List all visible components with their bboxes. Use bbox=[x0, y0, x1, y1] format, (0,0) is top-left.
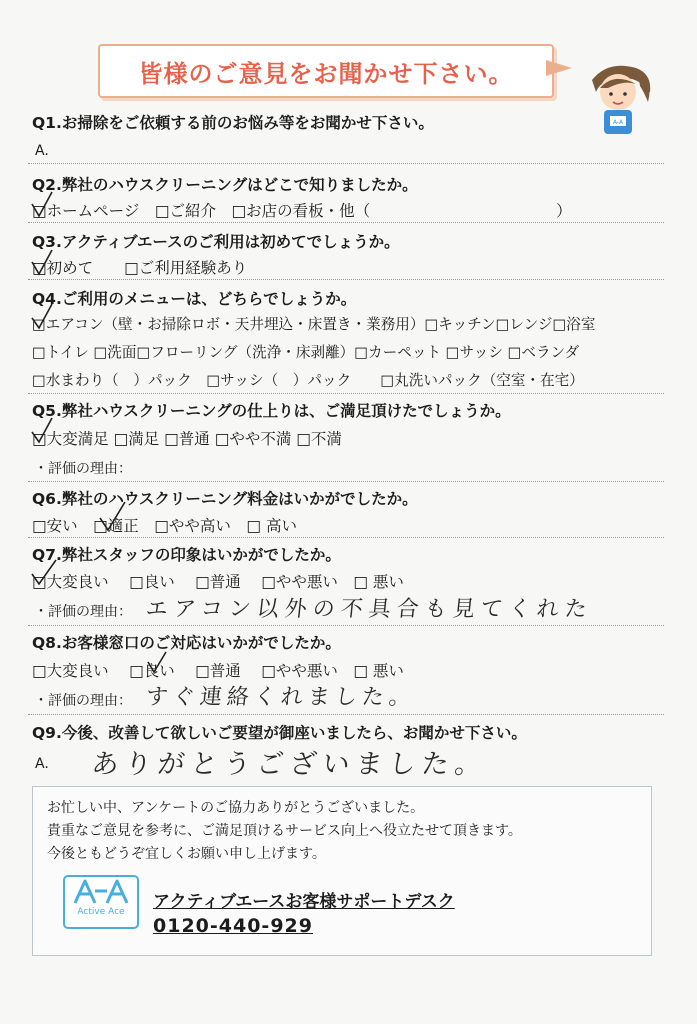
checkmark-icon bbox=[30, 416, 56, 446]
mascot-illustration bbox=[578, 58, 658, 138]
speech-bubble-tail bbox=[546, 60, 572, 76]
checkmark-icon bbox=[30, 190, 56, 220]
logo-mark-icon bbox=[65, 877, 137, 907]
checkmark-icon bbox=[146, 650, 170, 676]
q8-reason-handwritten: すぐ連絡くれました。 bbox=[144, 685, 418, 710]
divider bbox=[28, 537, 664, 538]
page-title: 皆様のご意見をお聞かせ下さい。 bbox=[138, 60, 514, 88]
q4-question: Q4.ご利用のメニューは、どちらでしょうか。 bbox=[32, 290, 357, 308]
support-desk-name[interactable]: アクティブエースお客様サポートデスク bbox=[153, 892, 455, 912]
divider bbox=[28, 393, 664, 394]
q3-options: □初めて □ご利用経験あり bbox=[32, 259, 248, 277]
q9-question: Q9.今後、改善して欲しいご要望が御座いましたら、お聞かせ下さい。 bbox=[32, 724, 527, 742]
q9-answer-handwritten: ありがとうございました。 bbox=[90, 749, 490, 780]
mascot-badge: A-A bbox=[612, 119, 624, 126]
q4-options-row3: □水まわり（ ）パック □サッシ（ ）パック □丸洗いパック（空室・在宅） bbox=[32, 372, 584, 389]
q7-reason-handwritten: エアコン以外の不具合も見てくれた bbox=[144, 597, 595, 622]
q7-question: Q7.弊社スタッフの印象はいかがでしたか。 bbox=[32, 546, 341, 564]
q7-reason-label: ・評価の理由： bbox=[34, 604, 132, 620]
support-phone[interactable]: 0120-440-929 bbox=[153, 915, 313, 937]
q5-question: Q5.弊社ハウスクリーニングの仕上りは、ご満足頂けたでしょうか。 bbox=[32, 402, 511, 420]
checkmark-icon bbox=[30, 302, 56, 332]
q8-options: □大変良い □良い □普通 □やや悪い □ 悪い bbox=[32, 662, 404, 680]
checkmark-icon bbox=[30, 558, 60, 588]
q4-options-row2: □トイレ □洗面□フローリング（洗浄・床剥離）□カーペット □サッシ □ベランダ bbox=[32, 344, 580, 361]
q9-answer-prefix: A. bbox=[35, 756, 49, 772]
divider bbox=[28, 163, 664, 164]
checkmark-icon bbox=[98, 500, 128, 534]
q7-options: □大変良い □良い □普通 □やや悪い □ 悪い bbox=[32, 573, 404, 591]
footer-box bbox=[32, 786, 652, 956]
checkmark-icon bbox=[30, 248, 56, 278]
footer-message: 貴重なご意見を参考に、ご満足頂けるサービス向上へ役立たせて頂きます。 bbox=[47, 823, 522, 839]
divider bbox=[28, 481, 664, 482]
q5-reason-label: ・評価の理由： bbox=[34, 461, 132, 477]
divider bbox=[28, 625, 664, 626]
divider bbox=[28, 222, 664, 223]
q3-question: Q3.アクティブエースのご利用は初めてでしょうか。 bbox=[32, 233, 400, 251]
q2-question: Q2.弊社のハウスクリーニングはどこで知りましたか。 bbox=[32, 176, 418, 194]
q8-reason-label: ・評価の理由： bbox=[34, 693, 132, 709]
title-banner bbox=[98, 44, 554, 98]
q6-question: Q6.弊社のハウスクリーニング料金はいかがでしたか。 bbox=[32, 490, 418, 508]
divider bbox=[28, 279, 664, 280]
q4-options-row1: □エアコン（壁・お掃除ロボ・天井埋込・床置き・業務用）□キッチン□レンジ□浴室 bbox=[32, 316, 596, 333]
divider bbox=[28, 714, 664, 715]
q6-options: □安い □適正 □やや高い □ 高い bbox=[32, 517, 298, 535]
logo-text: Active Ace bbox=[77, 907, 125, 917]
q1-answer-prefix: A. bbox=[35, 143, 49, 159]
q1-question: Q1.お掃除をご依頼する前のお悩み等をお聞かせ下さい。 bbox=[32, 114, 434, 132]
q2-options: □ホームページ □ご紹介 □お店の看板・他（ ） bbox=[32, 202, 572, 220]
active-ace-logo bbox=[63, 875, 139, 929]
q8-question: Q8.お客様窓口のご対応はいかがでしたか。 bbox=[32, 634, 341, 652]
footer-thanks: お忙しい中、アンケートのご協力ありがとうございました。 bbox=[47, 800, 425, 816]
footer-closing: 今後ともどうぞ宜しくお願い申し上げます。 bbox=[47, 846, 326, 862]
q5-options: □大変満足 □満足 □普通 □やや不満 □不満 bbox=[32, 430, 342, 448]
